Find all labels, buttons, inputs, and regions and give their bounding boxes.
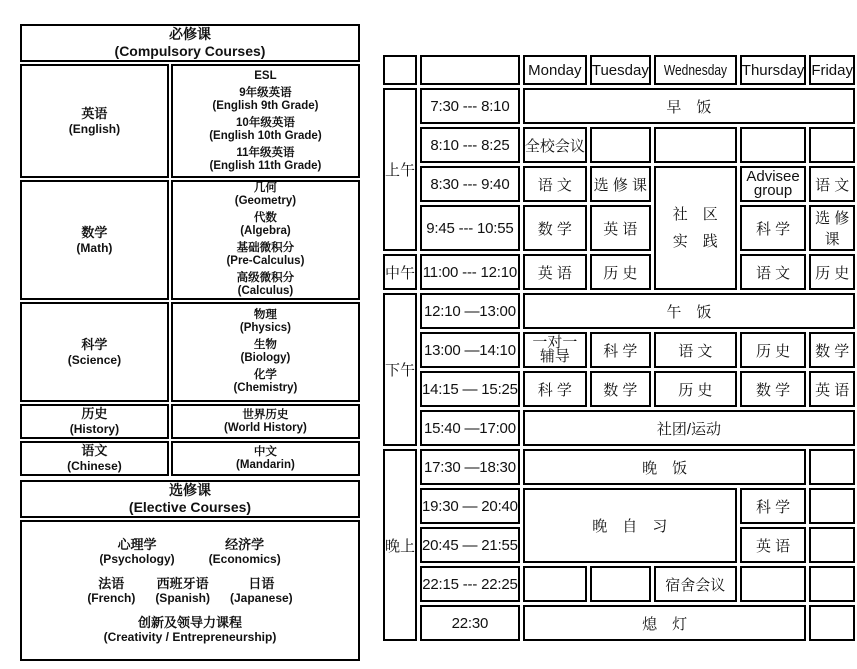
event-science-tuesday: 科 学	[590, 332, 651, 368]
event-community-service-wednesday	[654, 166, 737, 290]
event-elective-tuesday: 选 修 课	[590, 166, 651, 202]
event-math-thursday: 数 学	[740, 371, 807, 407]
event-english-thursday-evening: 英 语	[740, 527, 807, 563]
period-morning: 上午	[383, 88, 417, 251]
event-chinese-friday: 语 文	[809, 166, 855, 202]
course-line: 世界历史	[242, 408, 289, 421]
course-line: 11年级英语	[236, 146, 295, 159]
event-science-thursday: 科 学	[740, 205, 807, 251]
elective-economics-zh: 经济学	[225, 536, 265, 552]
course-line: (English 11th Grade)	[209, 159, 322, 172]
time-slot: 12:10 —13:00	[420, 293, 520, 329]
course-line: (Calculus)	[237, 285, 294, 297]
course-line: (World History)	[224, 421, 307, 434]
elective-french	[87, 576, 135, 606]
course-line: (Mandarin)	[236, 458, 295, 471]
elective-title	[20, 480, 360, 518]
time-slot: 15:40 —17:00	[420, 410, 520, 446]
subject-science-en: (Science)	[67, 352, 122, 367]
elective-title-en: (Elective Courses)	[128, 499, 252, 515]
subject-history-zh: 历史	[81, 406, 108, 421]
elective-title-zh: 选修课	[169, 482, 211, 498]
elective-japanese-zh: 日语	[248, 575, 275, 591]
time-slot: 20:45 — 21:55	[420, 527, 520, 563]
compulsory-title-zh: 必修课	[169, 26, 211, 42]
time-slot: 22:30	[420, 605, 520, 641]
time-slot: 8:30 --- 9:40	[420, 166, 520, 202]
event-elective-friday: 选 修 课	[809, 205, 855, 251]
subject-chinese-zh: 语文	[81, 443, 108, 458]
subject-math	[20, 180, 169, 300]
courses-history	[171, 404, 360, 439]
event-evening-self-study: 晚 自 习	[523, 488, 737, 563]
course-line: (Pre-Calculus)	[226, 255, 305, 267]
event-clubs-sports: 社团/运动	[523, 410, 855, 446]
empty-cell	[740, 127, 807, 163]
elective-row-1	[22, 537, 358, 567]
empty-cell	[590, 127, 651, 163]
empty-cell	[809, 566, 855, 602]
period-noon: 中午	[383, 254, 417, 290]
elective-french-zh: 法语	[98, 575, 125, 591]
event-english-tuesday: 英 语	[590, 205, 651, 251]
elective-economics	[209, 537, 281, 567]
weekly-schedule-table	[380, 52, 857, 644]
courses-science	[171, 302, 360, 402]
advisee-line-1: Advisee	[746, 168, 800, 185]
elective-japanese-en: (Japanese)	[229, 590, 293, 605]
empty-cell	[809, 449, 855, 485]
empty-cell	[654, 127, 737, 163]
courses-chinese	[171, 441, 360, 476]
elective-row-3	[22, 615, 358, 645]
event-dinner: 晚 饭	[523, 449, 806, 485]
elective-economics-en: (Economics)	[208, 551, 281, 566]
course-line: (Chemistry)	[233, 382, 298, 394]
event-history-wednesday: 历 史	[654, 371, 737, 407]
period-evening: 晚上	[383, 449, 417, 641]
subject-math-zh: 数学	[81, 224, 108, 240]
elective-spanish-en: (Spanish)	[155, 590, 210, 605]
elective-spanish-zh: 西班牙语	[156, 575, 209, 591]
event-breakfast: 早 饭	[523, 88, 855, 124]
event-history-thursday: 历 史	[740, 332, 807, 368]
course-line: 基础微积分	[236, 242, 295, 254]
elective-body	[20, 520, 360, 661]
event-lunch: 午 饭	[523, 293, 855, 329]
time-slot: 13:00 —14:10	[420, 332, 520, 368]
subject-history	[20, 404, 169, 439]
subject-english-en: (English)	[68, 121, 121, 136]
elective-courses-table	[18, 478, 362, 663]
course-line: (Algebra)	[240, 225, 291, 237]
course-line: (Geometry)	[234, 195, 297, 207]
subject-math-en: (Math)	[76, 240, 113, 255]
day-header-friday: Friday	[809, 55, 855, 85]
event-dorm-meeting-wednesday: 宿舍会议	[654, 566, 737, 602]
elective-creativity	[104, 615, 277, 645]
subject-science-zh: 科学	[81, 336, 108, 352]
tutoring-line-2: 辅导	[539, 348, 570, 365]
event-science-monday: 科 学	[523, 371, 587, 407]
course-line: (Physics)	[239, 322, 291, 334]
courses-english	[171, 64, 360, 178]
course-line: (English 10th Grade)	[209, 129, 322, 142]
time-slot: 8:10 --- 8:25	[420, 127, 520, 163]
elective-creativity-zh: 创新及领导力课程	[137, 614, 242, 630]
event-chinese-wednesday: 语 文	[654, 332, 737, 368]
empty-cell	[809, 488, 855, 524]
event-english-monday: 英 语	[523, 254, 587, 290]
course-line: ESL	[254, 69, 277, 82]
event-english-friday: 英 语	[809, 371, 855, 407]
corner-cell	[383, 55, 417, 85]
course-line: 物理	[253, 309, 277, 321]
tutoring-line-1: 一对一	[532, 334, 578, 351]
subject-science	[20, 302, 169, 402]
community-line-1: 社 区	[672, 206, 718, 223]
course-line: 化学	[253, 369, 277, 381]
event-math-friday: 数 学	[809, 332, 855, 368]
event-science-thursday-evening: 科 学	[740, 488, 807, 524]
event-math-monday: 数 学	[523, 205, 587, 251]
elective-french-en: (French)	[87, 590, 136, 605]
course-line: 高级微积分	[236, 272, 295, 284]
event-history-friday: 历 史	[809, 254, 855, 290]
time-header-cell	[420, 55, 520, 85]
compulsory-title-en: (Compulsory Courses)	[114, 43, 266, 59]
course-line: 几何	[253, 182, 277, 194]
course-line: 中文	[253, 445, 277, 458]
compulsory-courses-table	[18, 22, 362, 478]
time-slot: 11:00 --- 12:10	[420, 254, 520, 290]
day-header-wednesday: Wednesday	[654, 55, 737, 85]
empty-cell	[740, 566, 807, 602]
elective-creativity-en: (Creativity / Entrepreneurship)	[103, 629, 277, 644]
elective-psychology-en: (Psychology)	[99, 551, 175, 566]
time-slot: 9:45 --- 10:55	[420, 205, 520, 251]
subject-history-en: (History)	[69, 422, 120, 436]
community-line-2: 实 践	[672, 233, 718, 250]
compulsory-title	[20, 24, 360, 62]
elective-spanish	[155, 576, 210, 606]
time-slot: 14:15 — 15:25	[420, 371, 520, 407]
elective-psychology-zh: 心理学	[117, 536, 157, 552]
period-afternoon: 下午	[383, 293, 417, 446]
course-line: 生物	[253, 339, 277, 351]
course-line: 9年级英语	[239, 86, 292, 99]
elective-psychology	[99, 537, 174, 567]
event-tutoring-monday	[523, 332, 587, 368]
elective-japanese	[230, 576, 293, 606]
elective-row-2	[22, 576, 358, 606]
time-slot: 22:15 --- 22:25	[420, 566, 520, 602]
empty-cell	[809, 527, 855, 563]
time-slot: 7:30 --- 8:10	[420, 88, 520, 124]
time-slot: 17:30 —18:30	[420, 449, 520, 485]
empty-cell	[523, 566, 587, 602]
subject-english-zh: 英语	[81, 105, 108, 121]
day-header-monday: Monday	[523, 55, 587, 85]
event-lights-out: 熄 灯	[523, 605, 806, 641]
event-history-tuesday: 历 史	[590, 254, 651, 290]
subject-chinese-en: (Chinese)	[67, 459, 122, 473]
event-school-meeting-monday: 全校会议	[523, 127, 587, 163]
course-line: (Biology)	[240, 352, 291, 364]
event-chinese-thursday: 语 文	[740, 254, 807, 290]
subject-english	[20, 64, 169, 178]
empty-cell	[809, 127, 855, 163]
empty-cell	[809, 605, 855, 641]
event-advisee-group-thursday	[740, 166, 807, 202]
empty-cell	[590, 566, 651, 602]
event-chinese-monday: 语 文	[523, 166, 587, 202]
day-header-tuesday: Tuesday	[590, 55, 651, 85]
subject-chinese	[20, 441, 169, 476]
course-line: 代数	[253, 212, 277, 224]
event-math-tuesday: 数 学	[590, 371, 651, 407]
course-line: 10年级英语	[236, 116, 295, 129]
time-slot: 19:30 — 20:40	[420, 488, 520, 524]
course-line: (English 9th Grade)	[212, 99, 319, 112]
day-header-thursday: Thursday	[740, 55, 807, 85]
advisee-line-2: group	[753, 182, 793, 199]
courses-math	[171, 180, 360, 300]
